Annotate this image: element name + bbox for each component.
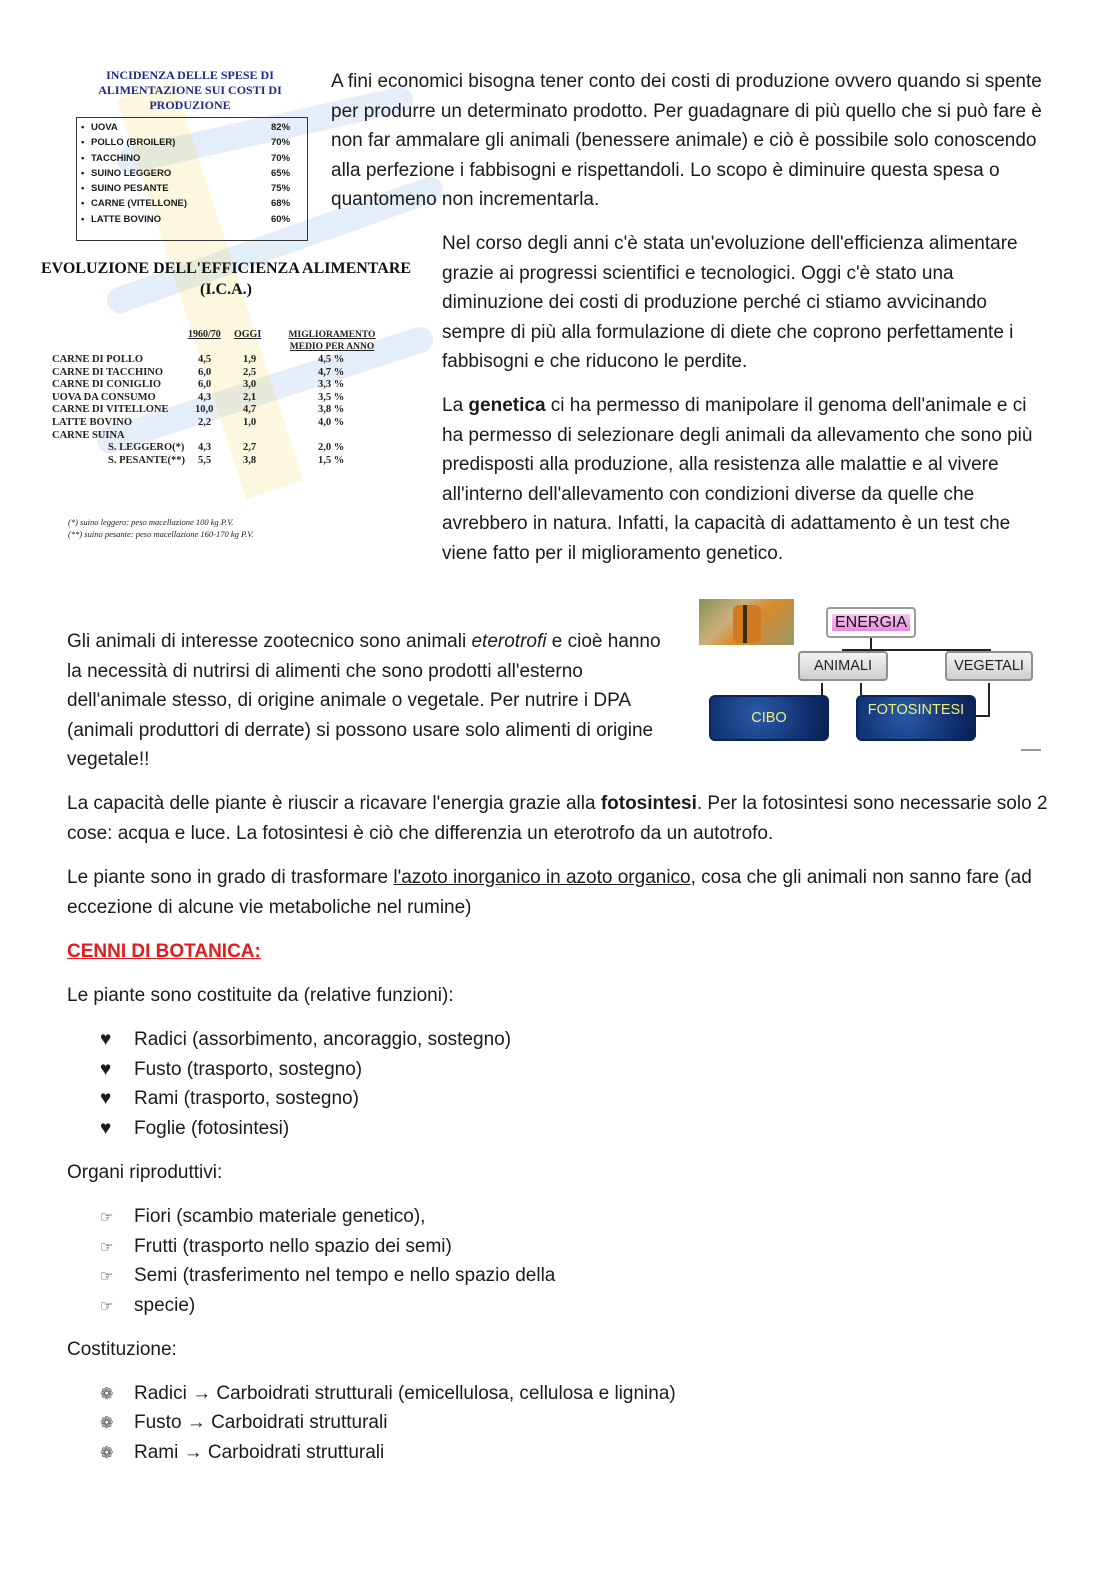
list-item: ☞ specie) xyxy=(100,1291,195,1322)
list-item: ☞ Semi (trasferimento nel tempo e nello spazio della xyxy=(100,1261,555,1292)
ica-header-miglioramento: MIGLIORAMENTO MEDIO PER ANNO xyxy=(288,330,376,352)
heart-bullet-icon: ♥ xyxy=(100,1118,112,1139)
flower-bullet-icon: ❁ xyxy=(100,1445,114,1462)
paragraph-heterotrophs: Gli animali di interesse zootecnico sono animali eterotrofi e cioè hanno la necessità di nutrirsi di alimenti che sono prodotti all'esterno dell'animale stesso, di origine animale o vegetale. Per nutrire i DPA (animali produttori di derrate) si possono usare solo alimenti di origine vegetale!! xyxy=(67,631,661,770)
pointing-hand-icon: ☞ xyxy=(100,1239,114,1256)
ica-footnotes: (*) suino leggero: peso macellazione 100 kg P.V. (**) suino pesante: peso macellazione 160-170 kg P.V. xyxy=(68,517,254,539)
table-row: • SUINO LEGGERO 65% xyxy=(81,167,291,179)
organs-intro: Organi riproduttivi: xyxy=(67,1162,223,1183)
botanica-intro: Le piante sono costituite da (relative funzioni): xyxy=(67,985,454,1006)
table-row: CARNE SUINA xyxy=(52,430,125,441)
ica-header-oggi: OGGI xyxy=(234,329,262,340)
ica-header-1960: 1960/70 xyxy=(188,329,221,340)
table-row: • TACCHINO 70% xyxy=(81,152,291,164)
table-row: CARNE DI CONIGLIO 6,0 3,0 3,3 % xyxy=(52,379,345,390)
paragraph-photosynthesis: La capacità delle piante è riuscir a ricavare l'energia grazie alla fotosintesi. Per la fotosintesi sono necessarie solo 2 cose: acqua e luce. La fotosintesi è ciò che differenzia un eterotrofo da un autotrofo. xyxy=(67,793,1048,844)
table-row: CARNE DI POLLO 4,5 1,9 4,5 % xyxy=(52,354,345,365)
animal-photo xyxy=(699,599,794,645)
constitution-intro: Costituzione: xyxy=(67,1339,177,1360)
flower-bullet-icon: ❁ xyxy=(100,1415,114,1432)
paragraph-nitrogen: Le piante sono in grado di trasformare l'azoto inorganico in azoto organico, cosa che gli animali non sanno fare (ad eccezione di alcune vie metaboliche nel rumine) xyxy=(67,867,1032,918)
cibo-box: CIBO xyxy=(709,695,829,741)
table-row: • UOVA 82% xyxy=(81,122,291,133)
animali-box: ANIMALI xyxy=(798,651,888,681)
heart-bullet-icon: ♥ xyxy=(100,1088,112,1109)
table-row: • LATTE BOVINO 60% xyxy=(81,213,291,225)
list-item: ❁ Radici → Carboidrati strutturali (emicellulosa, cellulosa e lignina) xyxy=(100,1379,676,1410)
heart-bullet-icon: ♥ xyxy=(100,1059,112,1080)
list-item: ♥ Fusto (trasporto, sostegno) xyxy=(100,1055,362,1085)
list-item: ☞ Fiori (scambio materiale genetico), xyxy=(100,1202,425,1233)
pointing-hand-icon: ☞ xyxy=(100,1268,114,1285)
table-row: S. LEGGERO(*) 4,3 2,7 2,0 % xyxy=(108,442,345,453)
heart-bullet-icon: ♥ xyxy=(100,1029,112,1050)
table-row: S. PESANTE(**) 5,5 3,8 1,5 % xyxy=(108,455,345,466)
table-row: CARNE DI TACCHINO 6,0 2,5 4,7 % xyxy=(52,367,345,378)
table-row: CARNE DI VITELLONE 10,0 4,7 3,8 % xyxy=(52,404,345,415)
paragraph-genetics: La genetica ci ha permesso di manipolare il genoma dell'animale e ci ha permesso di selezionare degli animali da allevamento che sono più predisposti alla produzione, alla resistenza alle malattie e al vivere all'interno dell'allevamento con condizioni diverse da quelle che avrebbero in natura. Infatti, la capacità di adattamento è un test che viene fatto per il miglioramento genetico. xyxy=(442,395,1033,564)
flower-bullet-icon: ❁ xyxy=(100,1386,114,1403)
pointing-hand-icon: ☞ xyxy=(100,1209,114,1226)
list-item: ❁ Fusto → Carboidrati strutturali xyxy=(100,1408,387,1439)
incidence-table xyxy=(76,117,308,241)
paragraph-costs: A fini economici bisogna tener conto dei costi di produzione ovvero quando si spente per produrre un determinato prodotto. Per guadagnare di più quello che si può fare è non far ammalare gli animali (benessere animale) e ciò è possibile solo conoscendo alla perfezione i fabbisogni e rispettandoli. Lo scopo è diminuire questa spesa o quantomeno non incrementarla. xyxy=(331,71,1042,210)
list-item: ☞ Frutti (trasporto nello spazio dei semi) xyxy=(100,1232,452,1263)
table-row: • CARNE (VITELLONE) 68% xyxy=(81,198,291,210)
list-item: ♥ Rami (trasporto, sostegno) xyxy=(100,1084,359,1114)
paragraph-efficiency: Nel corso degli anni c'è stata un'evoluzione dell'efficienza alimentare grazie ai progressi scientifici e tecnologici. Oggi c'è stato una diminuzione dei costi di produzione perché ci stiamo avvicinando sempre di più alla formulazione di diete che coprono perfettamente i fabbisogni e che riducono le perdite. xyxy=(442,233,1018,372)
energia-box: ENERGIA xyxy=(826,607,916,638)
table-row: • SUINO PESANTE 75% xyxy=(81,183,291,195)
table-row: LATTE BOVINO 2,2 1,0 4,0 % xyxy=(52,417,345,428)
list-item: ♥ Radici (assorbimento, ancoraggio, sostegno) xyxy=(100,1025,511,1055)
list-item: ❁ Rami → Carboidrati strutturali xyxy=(100,1438,384,1469)
incidence-table-title: INCIDENZA DELLE SPESE DI ALIMENTAZIONE SUI COSTI DI PRODUZIONE xyxy=(98,68,282,112)
vegetali-box: VEGETALI xyxy=(945,651,1033,681)
table-row: • POLLO (BROILER) 70% xyxy=(81,137,291,149)
list-item: ♥ Foglie (fotosintesi) xyxy=(100,1114,289,1144)
fotosintesi-box: FOTOSINTESI xyxy=(856,695,976,741)
table-row: UOVA DA CONSUMO 4,3 2,1 3,5 % xyxy=(52,392,345,403)
botanica-heading: CENNI DI BOTANICA: xyxy=(67,941,261,962)
ica-table-title: EVOLUZIONE DELL'EFFICIENZA ALIMENTARE (I.C.A.) xyxy=(40,260,412,298)
pointing-hand-icon: ☞ xyxy=(100,1298,114,1315)
